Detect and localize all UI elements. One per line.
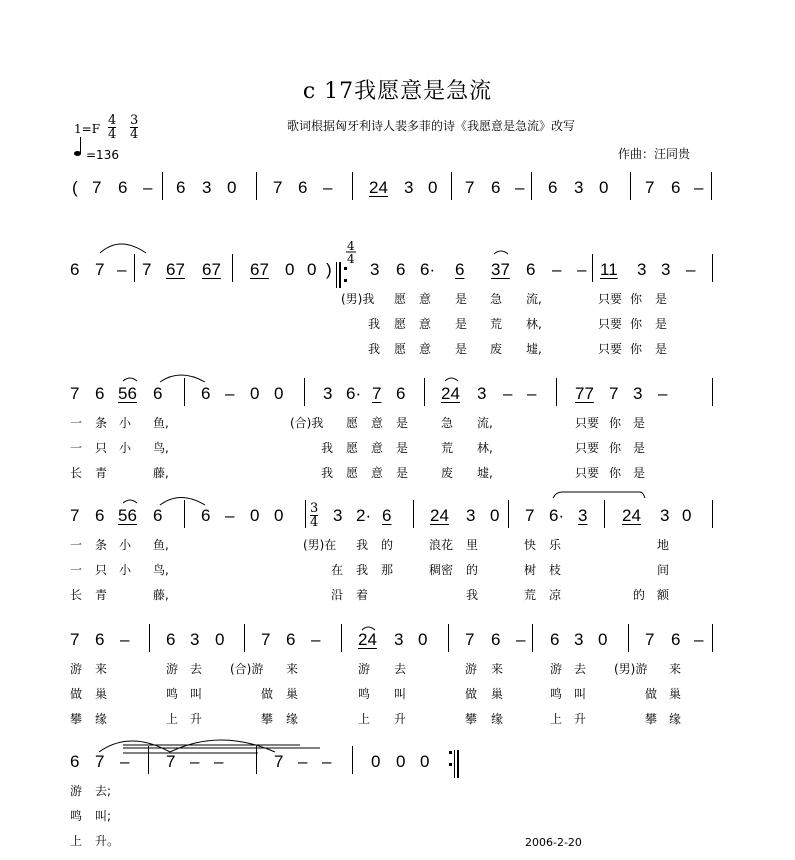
- lyric: 你: [609, 441, 622, 455]
- slur-6-6-row4: [160, 498, 205, 506]
- note: 0: [420, 752, 430, 771]
- svg-text:4: 4: [347, 239, 355, 253]
- lyric: 小: [119, 416, 132, 430]
- lyric: 只要: [575, 416, 600, 430]
- lyric: 荒: [441, 441, 454, 455]
- lyric: 的: [466, 563, 479, 577]
- note: 7: [142, 260, 152, 279]
- lyric: 流,: [526, 292, 542, 306]
- note: 3: [477, 384, 487, 403]
- repeat-barlines: [336, 262, 459, 778]
- slur-37: [494, 251, 508, 254]
- note: –: [694, 630, 704, 649]
- note: –: [143, 178, 153, 197]
- subtitle: 歌词根据匈牙利诗人裴多菲的诗《我愿意是急流》改写: [287, 119, 576, 133]
- lyric: 荒: [524, 588, 537, 602]
- lyric: 流,: [477, 416, 493, 430]
- svg-text:4: 4: [347, 252, 355, 266]
- note: 6: [671, 630, 681, 649]
- note: 2·: [356, 506, 372, 525]
- lyric: 的: [381, 538, 394, 552]
- note: 6: [491, 630, 501, 649]
- lyric: 是: [396, 466, 409, 480]
- note: 6: [118, 178, 128, 197]
- lyric: 鸣: [70, 809, 83, 823]
- lyric: 游: [550, 662, 563, 676]
- lyric: 沿: [331, 588, 344, 602]
- lyric: 凉: [549, 588, 562, 602]
- lyric: 愿: [346, 441, 359, 455]
- lyric: 里: [466, 538, 479, 552]
- slur-row6-b: [170, 740, 275, 752]
- lyric: 意: [419, 317, 432, 331]
- note: 0: [598, 630, 608, 649]
- lyric: 条: [95, 538, 108, 552]
- note: 7: [92, 178, 102, 197]
- note: –: [322, 752, 332, 771]
- slur-24-row5: [362, 627, 375, 630]
- note: 6: [70, 752, 80, 771]
- lyric: 去: [394, 662, 407, 676]
- slur-6-6-row3: [160, 375, 205, 382]
- lyric: 藤,: [153, 466, 169, 480]
- lyric: 是: [655, 342, 668, 356]
- lyric: 废: [441, 466, 454, 480]
- lyric: 做: [645, 687, 658, 701]
- note: –: [694, 178, 704, 197]
- lyric: 小: [119, 563, 132, 577]
- lyric: 上: [358, 712, 371, 726]
- note: 77: [575, 384, 594, 403]
- note: 7: [273, 178, 283, 197]
- note: 3: [404, 178, 414, 197]
- lyric: 来: [286, 662, 299, 676]
- lyric: 你: [609, 466, 622, 480]
- lyric: 意: [371, 441, 384, 455]
- lyric: 是: [655, 292, 668, 306]
- lyric: 鸣: [550, 687, 563, 701]
- lyric: 稠密: [429, 563, 454, 577]
- lyric: 我: [321, 466, 334, 480]
- note: 6: [153, 384, 163, 403]
- key-signature: 1=F: [74, 122, 101, 136]
- note: 6: [455, 260, 465, 279]
- note: 7: [95, 260, 105, 279]
- note: –: [120, 752, 130, 771]
- lyric: 叫: [394, 687, 407, 701]
- lyric: 缘: [286, 712, 299, 726]
- lyric: 你: [630, 292, 643, 306]
- tempo: =136: [86, 148, 119, 162]
- note: 7: [465, 630, 475, 649]
- lyric: 间: [657, 563, 670, 577]
- note: –: [658, 384, 668, 403]
- note: 3: [190, 630, 200, 649]
- time-signature-change: $\frac{3}{4}$: [310, 501, 319, 530]
- date: 2006-2-20: [525, 836, 582, 849]
- lyric: 去: [190, 662, 203, 676]
- lyric: 巢: [669, 687, 682, 701]
- lyric: 枝: [549, 563, 562, 577]
- lyric: 愿: [394, 292, 407, 306]
- lyric: 小: [119, 441, 132, 455]
- note: 3: [202, 178, 212, 197]
- lyric: 那: [381, 563, 394, 577]
- lyric: 愿: [394, 342, 407, 356]
- lyric: 额: [657, 588, 670, 602]
- lyric: 做: [70, 687, 83, 701]
- lyric: 缘: [669, 712, 682, 726]
- note: 0: [490, 506, 500, 525]
- lyric: 条: [95, 416, 108, 430]
- note: 3: [574, 630, 584, 649]
- lyric: 我: [368, 342, 381, 356]
- note: 6: [396, 384, 406, 403]
- lyric: 鸣: [358, 687, 371, 701]
- lyric: (男)游: [614, 662, 648, 676]
- lyric: 你: [630, 317, 643, 331]
- lyric: 长: [70, 588, 83, 602]
- note: 0: [215, 630, 225, 649]
- note: –: [225, 384, 235, 403]
- lyric: 地: [657, 538, 670, 552]
- lyric: 青: [95, 466, 108, 480]
- note: 7: [70, 384, 80, 403]
- note: 6: [286, 630, 296, 649]
- note: 6: [491, 178, 501, 197]
- note: 3: [574, 178, 584, 197]
- lyric: 一: [70, 563, 83, 577]
- lyric: 是: [655, 317, 668, 331]
- lyric: 鸟,: [153, 563, 169, 577]
- lyric: 我: [356, 538, 369, 552]
- lyric: 叫;: [95, 809, 112, 823]
- note: 6: [95, 506, 105, 525]
- lyric: 树: [524, 563, 537, 577]
- lyric: 林,: [477, 441, 493, 455]
- note: 6·: [346, 384, 362, 403]
- lyric: 长: [70, 466, 83, 480]
- lyric: 只要: [598, 342, 623, 356]
- lyric: 是: [633, 441, 646, 455]
- note: –: [190, 752, 200, 771]
- slur-56-row3: [123, 378, 137, 381]
- lyric: 攀: [465, 712, 478, 726]
- note: 6: [166, 630, 176, 649]
- lyric: 做: [261, 687, 274, 701]
- note: 6: [526, 260, 536, 279]
- score-title: c 17我愿意是急流: [302, 79, 493, 104]
- note: 6: [298, 178, 308, 197]
- note: 24: [358, 630, 377, 649]
- lyric: (男)我: [341, 292, 375, 306]
- lyric: 是: [455, 317, 468, 331]
- note: 24: [622, 506, 641, 525]
- lyric: 我: [466, 588, 479, 602]
- lyric: 缘: [491, 712, 504, 726]
- lyric: 一: [70, 416, 83, 430]
- lyric: 攀: [70, 712, 83, 726]
- lyric: 做: [465, 687, 478, 701]
- note: 0: [682, 506, 692, 525]
- note: 6: [201, 506, 211, 525]
- note: 6: [95, 630, 105, 649]
- lyric: 急: [441, 416, 454, 430]
- note: 6: [95, 384, 105, 403]
- note: –: [298, 752, 308, 771]
- note: 0: [250, 506, 260, 525]
- note: 67: [250, 260, 269, 279]
- lyric: 浪花: [429, 538, 454, 552]
- note: 7: [609, 384, 619, 403]
- note: 56: [118, 506, 137, 525]
- lyric: 来: [491, 662, 504, 676]
- lyric: 升: [190, 712, 203, 726]
- lyric: (合)游: [230, 662, 264, 676]
- note: –: [117, 260, 127, 279]
- lyric: 鸣: [166, 687, 179, 701]
- lyric: 鸟,: [153, 441, 169, 455]
- slur-row6-a: [99, 741, 170, 752]
- note: 6: [550, 630, 560, 649]
- lyric: 你: [609, 416, 622, 430]
- note: 67: [166, 260, 185, 279]
- note: 7: [95, 752, 105, 771]
- note: 0: [371, 752, 381, 771]
- lyric: 愿: [346, 416, 359, 430]
- lyric: 攀: [261, 712, 274, 726]
- lyric: 墟,: [526, 342, 542, 356]
- slur-row2: [100, 244, 146, 253]
- lyric: 一: [70, 538, 83, 552]
- note: –: [503, 384, 513, 403]
- note: 7: [166, 752, 176, 771]
- note: 7: [465, 178, 475, 197]
- note: 7: [372, 384, 382, 403]
- time-change-4-4: [346, 239, 356, 266]
- note: 0: [250, 384, 260, 403]
- lyric: 的: [633, 588, 646, 602]
- lyric: 着: [356, 588, 369, 602]
- note: 6: [176, 178, 186, 197]
- lyric: 来: [95, 662, 108, 676]
- note: 3: [633, 384, 643, 403]
- lyric: 鱼,: [153, 538, 169, 552]
- lyric: 小: [119, 538, 132, 552]
- note: –: [225, 506, 235, 525]
- lyric: 急: [490, 292, 503, 306]
- time-signature-3-4: $\frac{3}{4}$: [130, 113, 139, 142]
- note: 6: [201, 384, 211, 403]
- note: 6: [671, 178, 681, 197]
- slur-24-row3: [445, 378, 458, 381]
- slur-56-row4: [123, 500, 137, 503]
- note: 6: [548, 178, 558, 197]
- note: 3: [661, 260, 671, 279]
- lyric: 是: [633, 416, 646, 430]
- note: 3: [466, 506, 476, 525]
- slur-row4-long: [553, 492, 645, 498]
- note: 7: [70, 630, 80, 649]
- lyric: 我: [368, 317, 381, 331]
- note: 0: [428, 178, 438, 197]
- note: 6: [153, 506, 163, 525]
- lyric: 乐: [549, 538, 562, 552]
- note: –: [515, 178, 525, 197]
- lyric: 叫: [190, 687, 203, 701]
- lyric: 只: [95, 563, 108, 577]
- note: 3: [637, 260, 647, 279]
- lyric: 我: [321, 441, 334, 455]
- lyric: 来: [669, 662, 682, 676]
- note: 3: [370, 260, 380, 279]
- note: 7: [70, 506, 80, 525]
- note: 3: [394, 630, 404, 649]
- lyric: 快: [524, 538, 537, 552]
- note: 7: [645, 630, 655, 649]
- note: 0: [396, 752, 406, 771]
- note: 6: [70, 260, 80, 279]
- lyric: 荒: [490, 317, 503, 331]
- lyric: 缘: [95, 712, 108, 726]
- lyric: 林,: [526, 317, 542, 331]
- note: 11: [600, 260, 618, 279]
- composer: 作曲：汪同贵: [618, 147, 691, 161]
- lyric: 只要: [575, 466, 600, 480]
- lyric: 一: [70, 441, 83, 455]
- note: 0: [227, 178, 237, 197]
- note: –: [552, 260, 562, 279]
- lyric: (男)在: [303, 538, 337, 552]
- lyric: 墟,: [477, 466, 493, 480]
- lyric: 叫: [574, 687, 587, 701]
- lyric: 只要: [575, 441, 600, 455]
- note: 6·: [549, 506, 565, 525]
- note: –: [120, 630, 130, 649]
- lyric: 我: [356, 563, 369, 577]
- lyric: 去: [574, 662, 587, 676]
- note: –: [311, 630, 321, 649]
- lyric: 是: [633, 466, 646, 480]
- lyric: 游: [70, 784, 83, 798]
- note: 0: [274, 384, 284, 403]
- lyric: 升: [394, 712, 407, 726]
- lyric: (合)我: [290, 416, 324, 430]
- note: ): [326, 260, 332, 279]
- note: 67: [202, 260, 221, 279]
- lyric: 升。: [95, 834, 120, 848]
- note: 0: [418, 630, 428, 649]
- note: –: [577, 260, 587, 279]
- lyric: 上: [550, 712, 563, 726]
- lyric: 去;: [95, 784, 112, 798]
- lyric: 废: [490, 342, 503, 356]
- note: 7: [525, 506, 535, 525]
- note: 7: [261, 630, 271, 649]
- lyric: 上: [166, 712, 179, 726]
- lyric: 鱼,: [153, 416, 169, 430]
- note: 24: [441, 384, 460, 403]
- lyric: 意: [371, 466, 384, 480]
- note: 0: [307, 260, 317, 279]
- note: 0: [274, 506, 284, 525]
- lyric: 你: [630, 342, 643, 356]
- note: 6: [396, 260, 406, 279]
- lyric: 巢: [491, 687, 504, 701]
- lyric: 意: [419, 342, 432, 356]
- lyric: 只要: [598, 317, 623, 331]
- note: 3: [323, 384, 333, 403]
- lyric: 青: [95, 588, 108, 602]
- lyric: 是: [396, 441, 409, 455]
- note: 6: [382, 506, 392, 525]
- note: 7: [645, 178, 655, 197]
- note: 56: [118, 384, 137, 403]
- lyric: 巢: [286, 687, 299, 701]
- note: –: [686, 260, 696, 279]
- note: 6·: [420, 260, 436, 279]
- lyric: 游: [358, 662, 371, 676]
- note: 3: [333, 506, 343, 525]
- note: 7: [274, 752, 284, 771]
- lyric: 藤,: [153, 588, 169, 602]
- note: 0: [285, 260, 295, 279]
- note: 24: [430, 506, 449, 525]
- note: –: [214, 752, 224, 771]
- lyric: 攀: [645, 712, 658, 726]
- note: –: [516, 630, 526, 649]
- lyric: 游: [70, 662, 83, 676]
- lyric: 只: [95, 441, 108, 455]
- lyric: 愿: [394, 317, 407, 331]
- note: 3: [660, 506, 670, 525]
- note: (: [72, 178, 78, 197]
- note: –: [527, 384, 537, 403]
- lyric: 意: [419, 292, 432, 306]
- lyric: 在: [331, 563, 344, 577]
- note: 24: [369, 178, 388, 197]
- lyric: 游: [166, 662, 179, 676]
- lyric: 意: [371, 416, 384, 430]
- lyric: 是: [396, 416, 409, 430]
- lyric: 是: [455, 342, 468, 356]
- lyric: 升: [574, 712, 587, 726]
- note: –: [323, 178, 333, 197]
- note: 0: [599, 178, 609, 197]
- lyric: 上: [70, 834, 83, 848]
- lyric: 是: [455, 292, 468, 306]
- note: 37: [491, 260, 510, 279]
- note: 3: [578, 506, 588, 525]
- lyric: 游: [465, 662, 478, 676]
- lyric: 只要: [598, 292, 623, 306]
- time-signature-4-4: $\frac{4}{4}$: [108, 113, 117, 142]
- lyric: 愿: [346, 466, 359, 480]
- lyric: 巢: [95, 687, 108, 701]
